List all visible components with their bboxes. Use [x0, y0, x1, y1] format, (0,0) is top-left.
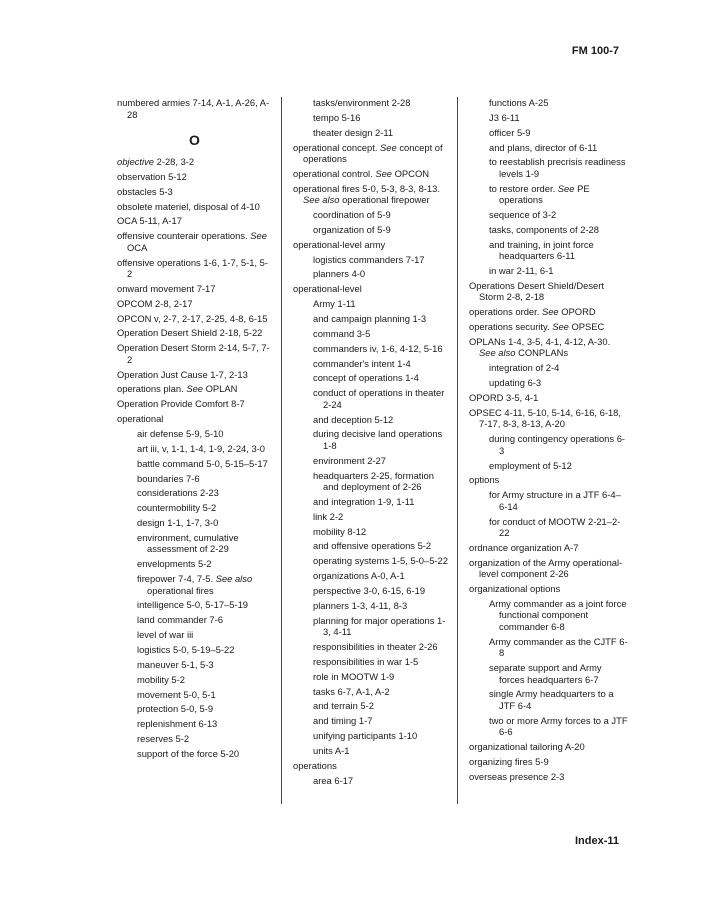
index-entry: operations order. See OPORD [469, 306, 596, 318]
index-column-2 [293, 97, 451, 789]
index-subentry: planners 1-3, 4-11, 8-3 [313, 599, 408, 611]
index-subentry: support of the force 5-20 [137, 747, 240, 759]
index-subentry: unifying participants 1-10 [313, 730, 418, 742]
index-subentry: logistics commanders 7-17 [313, 253, 425, 265]
index-subentry: officer 5-9 [489, 126, 531, 138]
index-subentry: headquarters 2-25, formation and deployment of 2-26 [313, 469, 434, 493]
index-subentry: role in MOOTW 1-9 [313, 670, 395, 682]
index-subentry: planning for major operations 1-3, 4-11 [313, 614, 446, 638]
index-subentry: perspective 3-0, 6-15, 6-19 [313, 584, 426, 596]
index-subentry: organizations A-0, A-1 [313, 570, 405, 582]
index-subentry: envelopments 5-2 [137, 558, 212, 570]
index-entry: objective 2-28, 3-2 [117, 156, 195, 167]
index-subentry: maneuver 5-1, 5-3 [137, 658, 214, 670]
index-entry: OPSEC 4-11, 5-10, 5-14, 6-16, 6-18, 7-17, 8-3, 8-13, A-20 [469, 406, 621, 430]
index-entry: overseas presence 2-3 [469, 770, 565, 782]
index-subentry: link 2-2 [313, 510, 344, 522]
index-subentry: tempo 5-16 [313, 111, 361, 123]
index-subentry: during contingency operations 6-3 [489, 433, 626, 456]
index-subentry: art iii, v, 1-1, 1-4, 1-9, 2-24, 3-0 [137, 442, 266, 454]
index-subentry: J3 6-11 [489, 111, 520, 123]
index-subentry: and terrain 5-2 [313, 700, 374, 712]
index-subentry: responsibilities in war 1-5 [313, 655, 419, 667]
index-entry: organizing fires 5-9 [469, 756, 549, 767]
index-entry: operational-level army [293, 238, 386, 250]
index-entry: operational [117, 413, 164, 425]
index-subentry: employment of 5-12 [489, 459, 572, 471]
index-entry: organization of the Army operational-level component 2-26 [469, 556, 623, 580]
index-subentry: during decisive land operations 1-8 [313, 428, 443, 451]
index-subentry: mobility 5-2 [137, 673, 185, 685]
index-subentry: environment, cumulative assessment of 2-29 [137, 531, 239, 555]
index-entry: Operation Desert Storm 2-14, 5-7, 7-2 [117, 342, 270, 365]
index-subentry: commanders iv, 1-6, 4-12, 5-16 [313, 342, 443, 354]
index-subentry: planners 4-0 [313, 268, 366, 280]
index-entry: offensive counterair operations. See OCA [117, 230, 267, 253]
column-divider [281, 97, 282, 804]
index-subentry: Army commander as a joint force functional component commander 6-8 [489, 597, 627, 632]
index-entry: onward movement 7-17 [117, 282, 216, 294]
index-subentry: functions A-25 [489, 97, 549, 108]
index-subentry: to reestablish precrisis readiness levels 1-9 [489, 156, 626, 179]
index-entry: organizational options [469, 583, 561, 595]
index-subentry: integration of 2-4 [489, 362, 560, 374]
index-subentry: Army commander as the CJTF 6-8 [489, 635, 628, 659]
index-subentry: coordination of 5-9 [313, 209, 391, 221]
index-subentry: and training, in joint force headquarters 6-11 [489, 238, 594, 262]
index-subentry: commander's intent 1-4 [313, 357, 411, 369]
index-entry: Operation Provide Comfort 8-7 [117, 398, 245, 410]
index-subentry: and integration 1-9, 1-11 [313, 495, 415, 507]
index-subentry: tasks 6-7, A-1, A-2 [313, 685, 390, 697]
index-subentry: Army 1-11 [313, 298, 356, 310]
index-subentry: replenishment 6-13 [137, 718, 218, 730]
index-subentry: and offensive operations 5-2 [313, 540, 432, 552]
index-entry: obsolete materiel, disposal of 4-10 [117, 200, 260, 212]
index-subentry: land commander 7-6 [137, 614, 223, 626]
index-subentry: tasks, components of 2-28 [489, 223, 599, 235]
index-column-1 [117, 97, 272, 763]
index-entry: offensive operations 1-6, 1-7, 5-1, 5-2 [117, 256, 268, 280]
index-subentry: reserves 5-2 [137, 733, 190, 745]
index-subentry: firepower 7-4, 7-5. See also operational fires [137, 573, 253, 596]
index-subentry: and plans, director of 6-11 [489, 141, 598, 153]
index-subentry: in war 2-11, 6-1 [489, 265, 554, 277]
index-entry: operational control. See OPCON [293, 167, 430, 179]
index-subentry: and campaign planning 1-3 [313, 312, 427, 324]
index-subentry: movement 5-0, 5-1 [137, 688, 216, 700]
index-entry: operations [293, 759, 337, 771]
index-subentry: tasks/environment 2-28 [313, 97, 411, 108]
index-entry: obstacles 5-3 [117, 185, 173, 197]
index-subentry: air defense 5-9, 5-10 [137, 428, 224, 439]
index-column-3 [469, 97, 629, 786]
index-entry: numbered armies 7-14, A-1, A-26, A-28 [117, 97, 270, 120]
index-subentry: area 6-17 [313, 774, 354, 786]
index-subentry: and timing 1-7 [313, 715, 373, 727]
index-entry: OCA 5-11, A-17 [117, 215, 182, 227]
index-subentry: design 1-1, 1-7, 3-0 [137, 517, 219, 529]
index-subentry: sequence of 3-2 [489, 209, 557, 221]
index-subentry: environment 2-27 [313, 454, 386, 466]
index-subentry: organization of 5-9 [313, 223, 391, 235]
index-subentry: mobility 8-12 [313, 525, 367, 537]
index-entry: operational-level [293, 283, 362, 295]
index-subentry: for conduct of MOOTW 2-21–2-22 [489, 515, 621, 539]
index-subentry: separate support and Army forces headquarters 6-7 [489, 662, 602, 685]
index-subentry: single Army headquarters to a JTF 6-4 [489, 688, 614, 711]
column-divider [457, 97, 458, 804]
index-entry: Operation Just Cause 1-7, 2-13 [117, 368, 248, 380]
index-entry: operations plan. See OPLAN [117, 383, 238, 395]
index-subentry: two or more Army forces to a JTF 6-6 [489, 714, 628, 738]
index-entry: OPCON v, 2-7, 2-17, 2-25, 4-8, 6-15 [117, 312, 268, 324]
index-subentry: to restore order. See PE operations [489, 182, 590, 206]
index-subentry: countermobility 5-2 [137, 502, 217, 514]
index-entry: OPCOM 2-8, 2-17 [117, 297, 193, 309]
index-entry: observation 5-12 [117, 170, 187, 182]
index-subentry: responsibilities in theater 2-26 [313, 641, 438, 652]
index-entry: options [469, 474, 500, 486]
index-subentry: battle command 5-0, 5-15–5-17 [137, 457, 268, 469]
index-entry: OPORD 3-5, 4-1 [469, 392, 539, 403]
index-subentry: updating 6-3 [489, 377, 542, 389]
index-subentry: concept of operations 1-4 [313, 372, 419, 384]
index-subentry: conduct of operations in theater 2-24 [313, 387, 445, 410]
index-subentry: command 3-5 [313, 327, 371, 339]
index-subentry: and deception 5-12 [313, 413, 394, 425]
index-subentry: operating systems 1-5, 5-0–5-22 [313, 555, 448, 567]
index-entry: OPLANs 1-4, 3-5, 4-1, 4-12, A-30. See also CONPLANs [469, 335, 611, 359]
page-header: FM 100-7 [571, 45, 619, 57]
index-subentry: level of war iii [137, 629, 194, 641]
index-subentry: theater design 2-11 [313, 126, 394, 138]
index-subentry: for Army structure in a JTF 6-4–6-14 [489, 489, 621, 512]
page-footer: Index-11 [574, 835, 619, 847]
index-subentry: units A-1 [313, 744, 350, 756]
index-entry: Operations Desert Shield/Desert Storm 2-8, 2-18 [469, 279, 604, 303]
index-entry: operational concept. See concept of operations [293, 141, 443, 165]
index-entry: organizational tailoring A-20 [469, 741, 585, 753]
index-entry: Operation Desert Shield 2-18, 5-22 [117, 327, 263, 339]
index-subentry: intelligence 5-0, 5-17–5-19 [137, 599, 249, 611]
section-letter: O [189, 132, 200, 148]
index-subentry: logistics 5-0, 5-19–5-22 [137, 643, 235, 655]
index-subentry: boundaries 7-6 [137, 472, 200, 484]
index-entry: ordnance organization A-7 [469, 541, 579, 553]
index-entry: operational fires 5-0, 5-3, 8-3, 8-13. See also operational firepower [293, 182, 440, 206]
index-subentry: considerations 2-23 [137, 487, 219, 499]
index-entry: operations security. See OPSEC [469, 321, 605, 333]
index-subentry: protection 5-0, 5-9 [137, 703, 214, 715]
